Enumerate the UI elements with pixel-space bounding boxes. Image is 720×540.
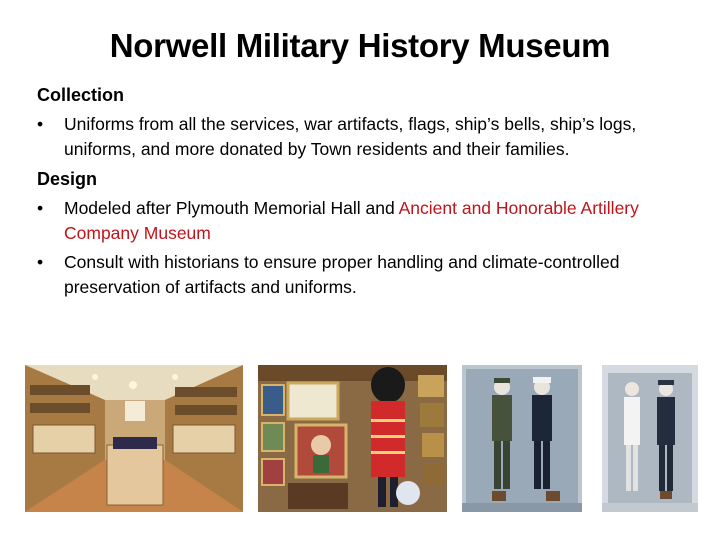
bullet-text: Uniforms from all the services, war artifacts, flags, ship’s bells, ship’s logs, uniforms, and more donated by Town residents and their families. xyxy=(64,114,637,159)
slide-title: Norwell Military History Museum xyxy=(109,27,611,64)
museum-gallery-photo xyxy=(25,365,243,512)
section-heading-design: Design xyxy=(37,169,98,189)
artillery-museum-link[interactable]: Ancient and Honorable Artillery Company Museum xyxy=(64,198,639,243)
bullet-icon: • xyxy=(37,198,44,218)
bullet-icon: • xyxy=(37,252,44,272)
collection-bullet-list xyxy=(37,112,687,161)
design-bullet-list xyxy=(37,196,687,299)
list-item xyxy=(37,250,687,299)
section-heading-collection: Collection xyxy=(37,85,125,105)
military-mannequins-photo xyxy=(462,365,582,512)
bullet-icon: • xyxy=(37,114,44,134)
photo-strip xyxy=(25,365,715,512)
slide-content xyxy=(37,82,687,304)
list-item xyxy=(37,112,687,161)
bullet-text: Consult with historians to ensure proper handling and climate-controlled preservation of artifacts and uniforms. xyxy=(64,252,620,297)
uniform-display-photo xyxy=(258,365,447,512)
list-item xyxy=(37,196,687,245)
bullet-text: Modeled after Plymouth Memorial Hall and xyxy=(64,198,399,218)
nurse-uniform-case-photo xyxy=(602,365,698,512)
